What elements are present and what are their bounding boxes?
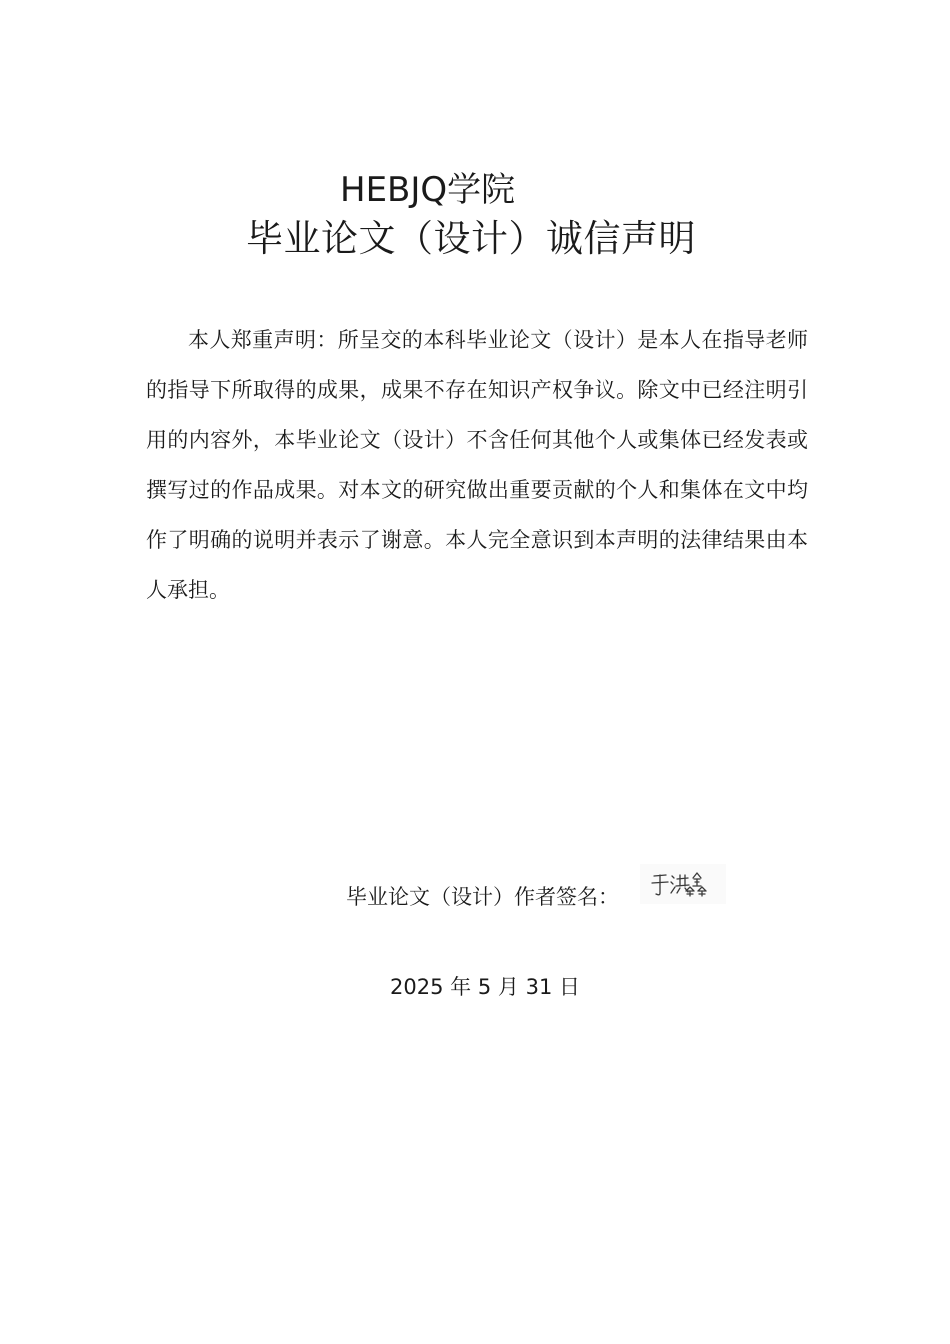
date-day-unit: 日 (559, 975, 580, 999)
signing-date (390, 970, 580, 1004)
declaration-body: 本人郑重声明：所呈交的本科毕业论文（设计）是本人在指导老师的指导下所取得的成果，成果不存在知识产权争议。除文中已经注明引用的内容外，本毕业论文（设计）不含任何其他个人或集体已经发表或撰写过的作品成果。对本文的研究做出重要贡献的个人和集体在文中均作了明确的说明并表示了谢意。本人完全意识到本声明的法律结果由本人承担。 (146, 328, 808, 602)
date-year: 2025 (390, 975, 444, 999)
declaration-title: 毕业论文（设计）诚信声明 (246, 217, 696, 260)
signature-image (640, 864, 726, 904)
date-month: 5 (477, 975, 492, 999)
date-year-unit: 年 (450, 975, 472, 999)
date-day: 31 (525, 975, 553, 999)
signature-label: 毕业论文（设计）作者签名： (346, 885, 619, 909)
institution-title: HEBJQ学院 (340, 170, 516, 210)
date-month-unit: 月 (497, 975, 519, 999)
handwritten-signature (640, 864, 726, 904)
